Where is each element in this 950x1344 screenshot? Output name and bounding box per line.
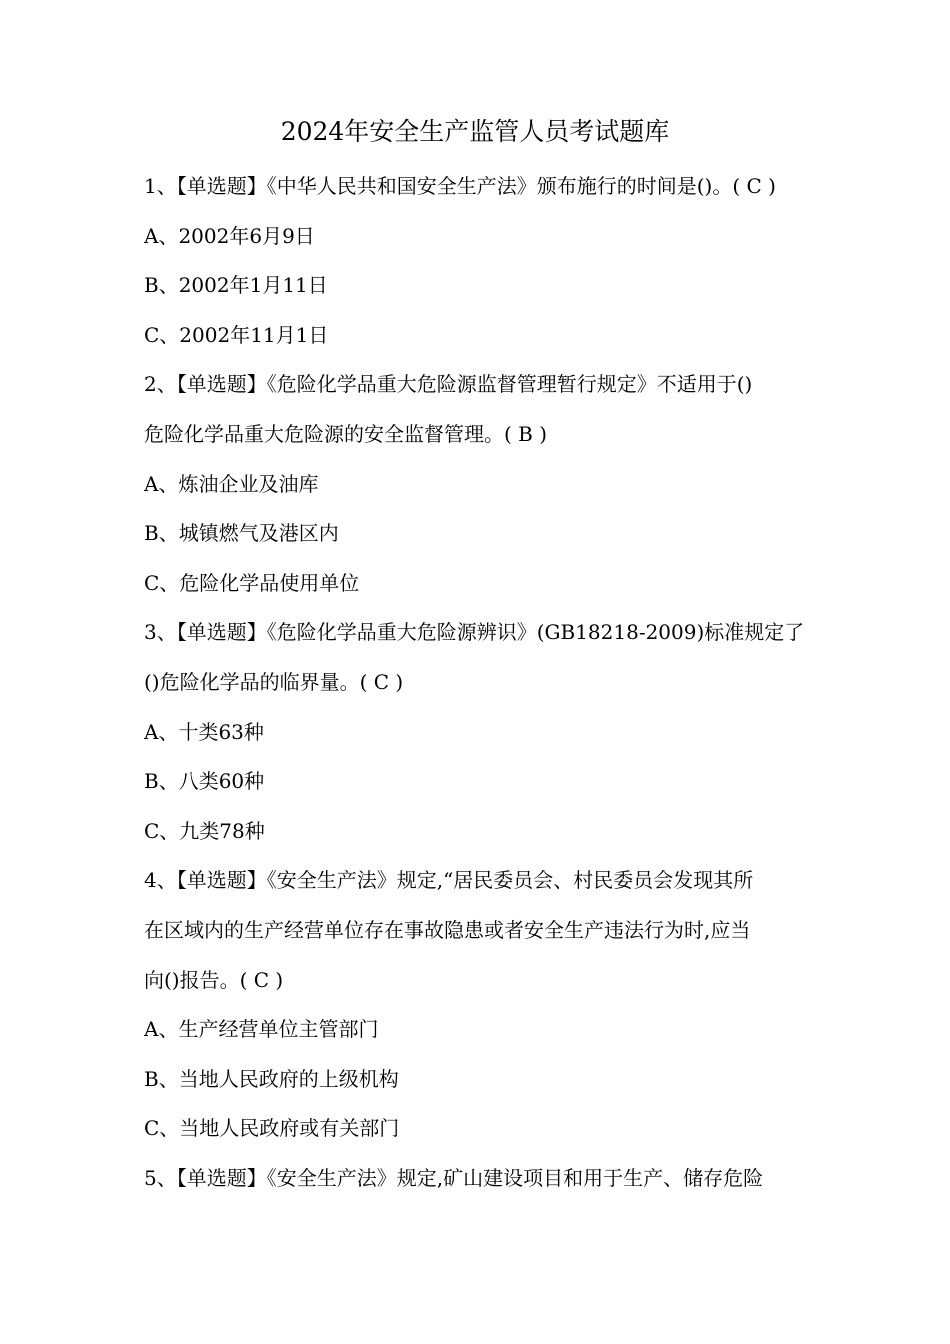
question-3-stem-line-2: ()危险化学品的临界量。( C ) xyxy=(144,669,404,694)
question-3-stem-line-1: 3、【单选题】《危险化学品重大危险源辨识》(GB18218-2009)标准规定了 xyxy=(144,620,805,645)
question-4-stem-line-2: 在区域内的生产经营单位存在事故隐患或者安全生产违法行为时,应当 xyxy=(144,917,751,942)
question-1-stem: 1、【单选题】《中华人民共和国安全生产法》颁布施行的时间是()。( C ) xyxy=(144,174,776,198)
question-4-option-c: C、当地人民政府或有关部门 xyxy=(144,1116,400,1141)
question-5-stem-line-1: 5、【单选题】《安全生产法》规定,矿山建设项目和用于生产、储存危险 xyxy=(144,1165,764,1190)
question-4-option-a: A、生产经营单位主管部门 xyxy=(144,1017,379,1042)
question-2-option-a: A、炼油企业及油库 xyxy=(144,471,319,496)
question-list xyxy=(144,166,824,1207)
question-4-stem-line-3: 向()报告。( C ) xyxy=(144,967,284,992)
question-2-option-c: C、危险化学品使用单位 xyxy=(144,570,360,595)
question-4-stem-line-1: 4、【单选题】《安全生产法》规定,“居民委员会、村民委员会发现其所 xyxy=(144,868,754,893)
question-2-option-b: B、城镇燃气及港区内 xyxy=(144,521,339,546)
question-1-option-b: B、2002年1月11日 xyxy=(144,273,328,298)
document-title: 2024年安全生产监管人员考试题库 xyxy=(280,117,670,146)
question-3-option-c: C、九类78种 xyxy=(144,818,265,843)
question-1-option-a: A、2002年6月9日 xyxy=(144,223,315,248)
question-1-option-c: C、2002年11月1日 xyxy=(144,322,329,347)
question-2-stem-line-2: 危险化学品重大危险源的安全监督管理。( B ) xyxy=(144,421,548,446)
question-3-option-b: B、八类60种 xyxy=(144,769,265,794)
question-4-option-b: B、当地人民政府的上级机构 xyxy=(144,1066,399,1091)
question-3-option-a: A、十类63种 xyxy=(144,719,264,744)
question-2-stem-line-1: 2、【单选题】《危险化学品重大危险源监督管理暂行规定》不适用于() xyxy=(144,372,753,397)
